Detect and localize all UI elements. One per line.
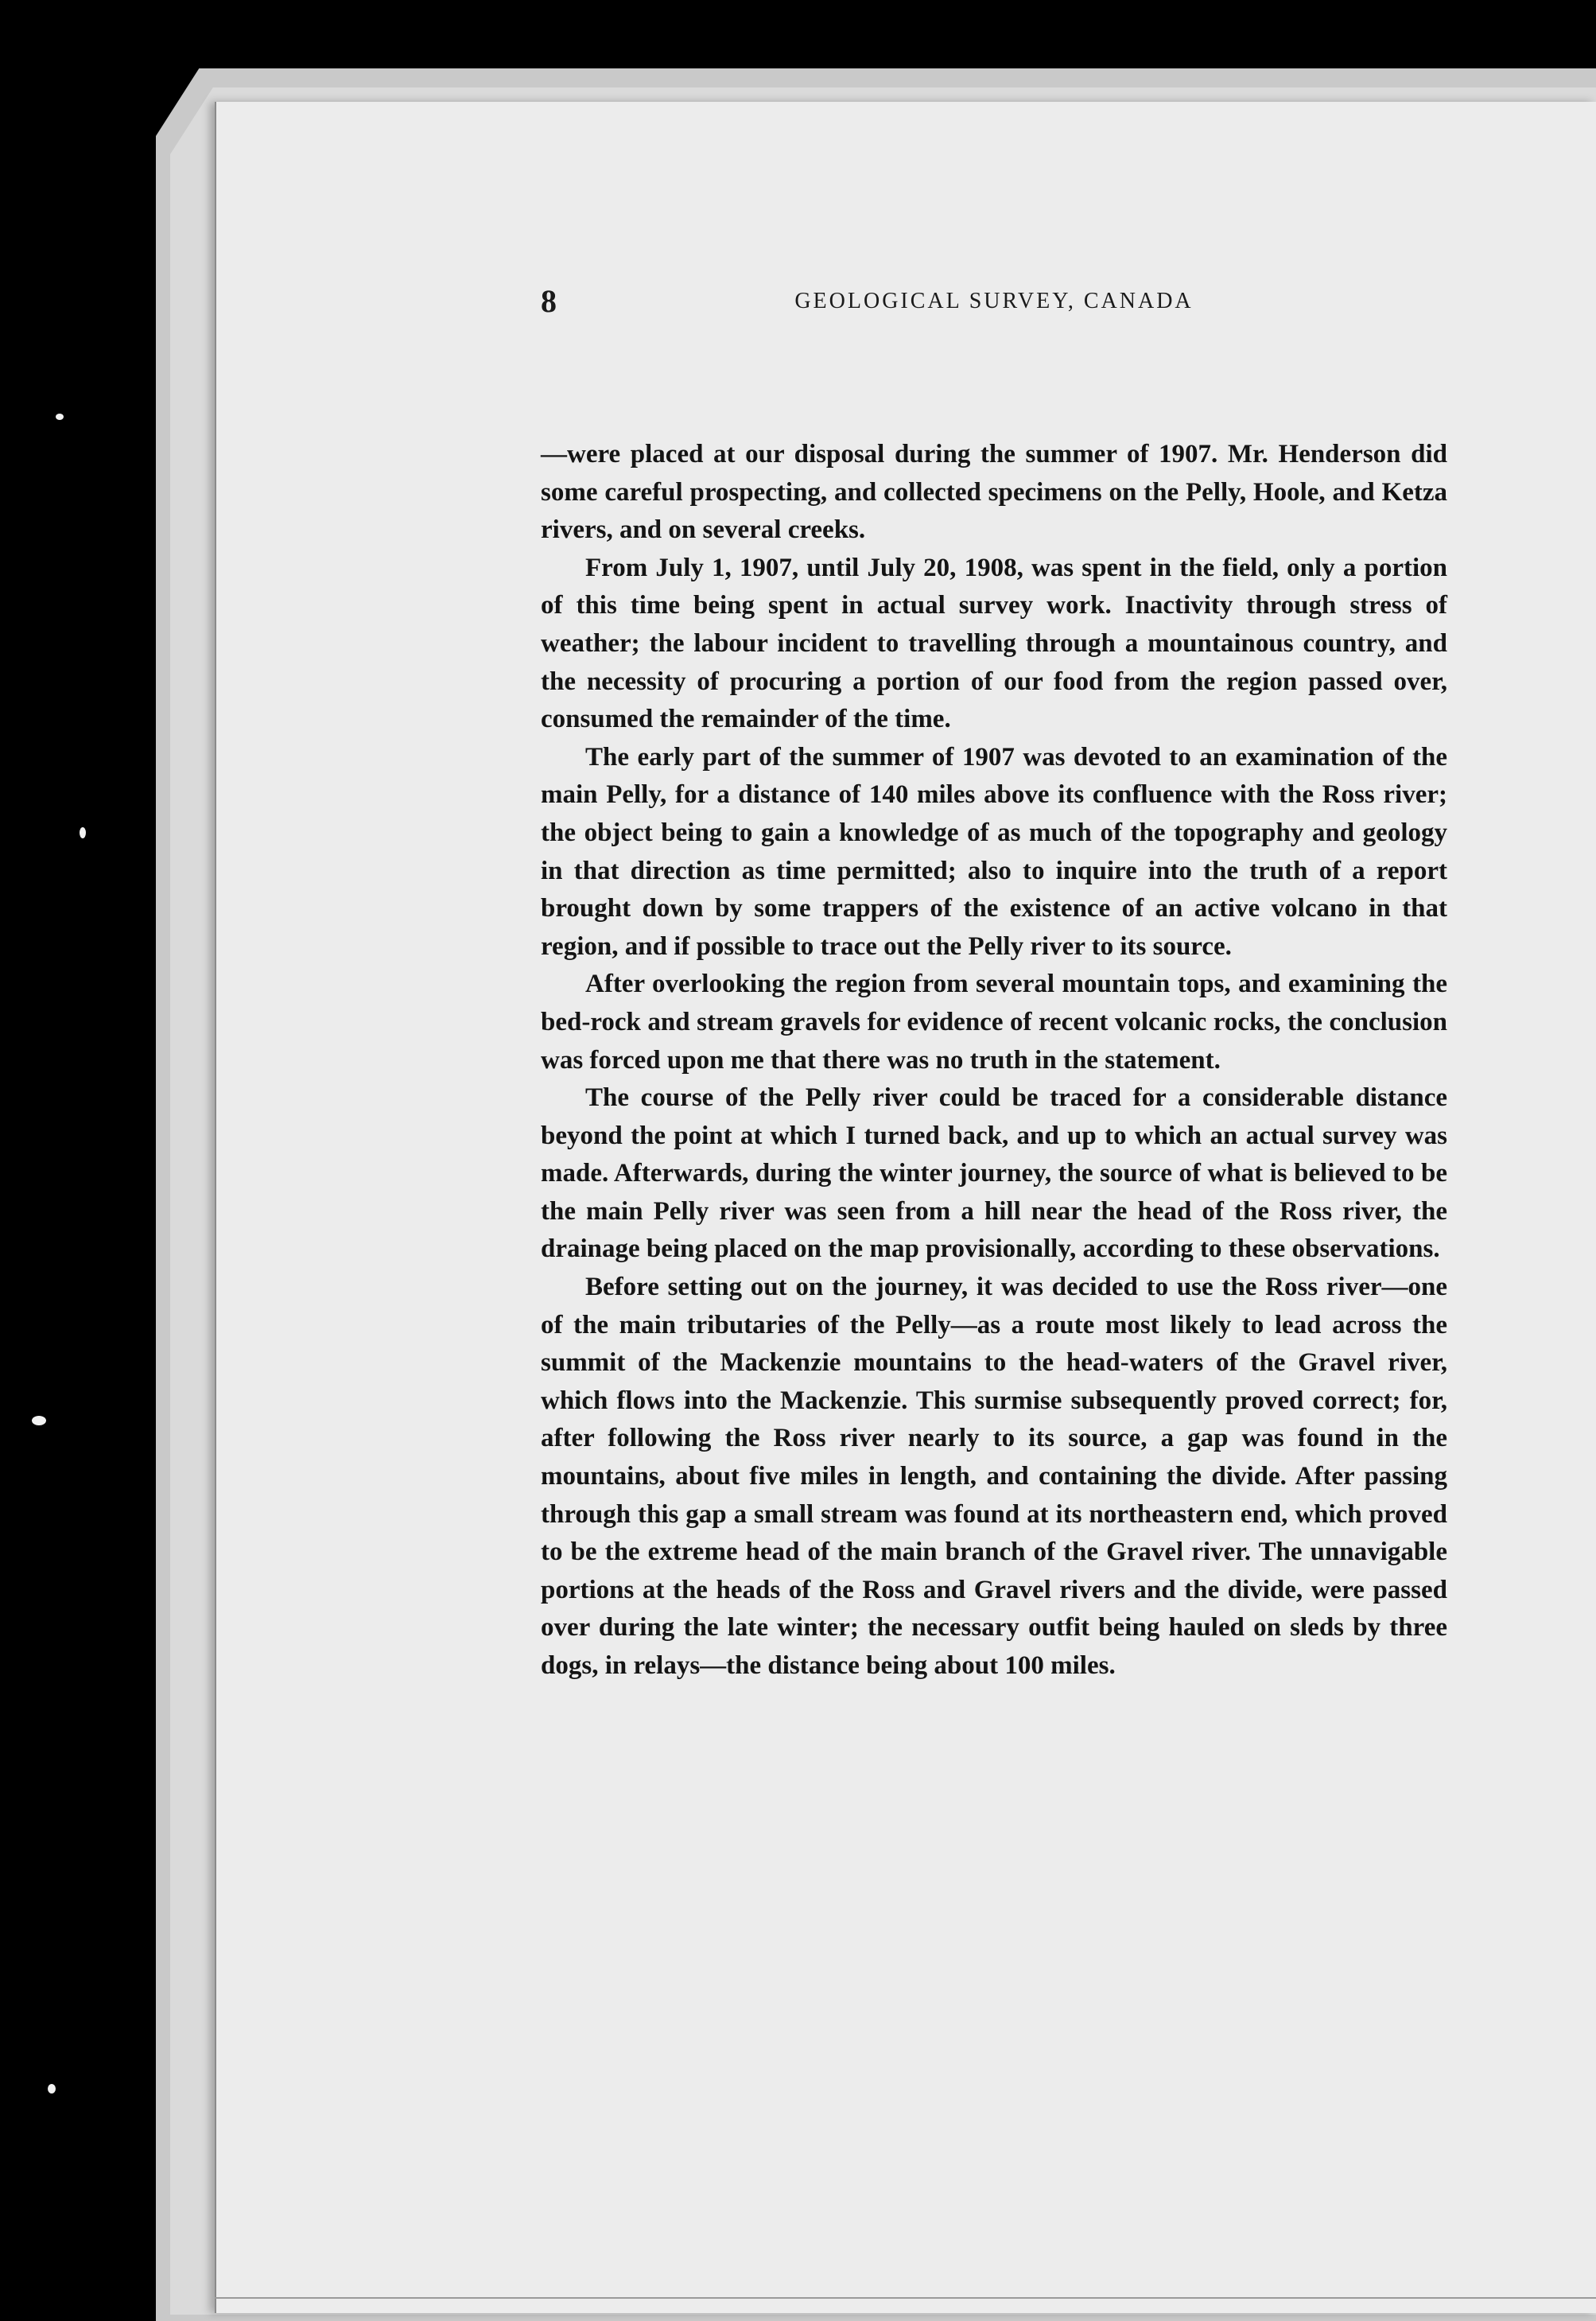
scan-speck: [32, 1416, 46, 1425]
running-head: GEOLOGICAL SURVEY, CANADA: [794, 289, 1194, 313]
paragraph-5: The course of the Pelly river could be traced for a considerable distance beyond the point at which I turned back, and up to which an actual survey was made. Afterwards, during the winter journey, the source of what is believed to be the main Pelly river was seen from a hill near the head of the Ross river, the drainage being placed on the map provisionally, according to these observations.: [541, 1083, 1447, 1264]
scan-speck: [80, 827, 86, 838]
paragraph-3: The early part of the summer of 1907 was devoted to an examination of the main Pelly, for a distance of 140 miles above its confluence with the Ross river; the object being to gain a knowledge of as much of the topography and geology in that direction as time permitted; also to inquire into the truth of a report brought down by some trappers of the existence of an active volcano in that region, and if possible to trace out the Pelly river to its source.: [541, 742, 1447, 961]
paragraph-6: Before setting out on the journey, it was decided to use the Ross river—one of the main tributaries of the Pelly—as a route most likely to lead across the summit of the Mackenzie mountains to the head-waters of the Gravel river, which flows into the Mackenzie. This surmise subsequently proved correct; for, after following the Ross river nearly to its source, a gap was found in the mountains, about five miles in length, and containing the divide. After passing through this gap a small stream was found at its northeastern end, which proved to be the extreme head of the main branch of the Gravel river. The unnavigable portions at the heads of the Ross and Gravel rivers and the divide, were passed over during the late winter; the necessary outfit being hauled on sleds by three dogs, in relays—the distance being about 100 miles.: [541, 1273, 1447, 1680]
page-number: 8: [541, 283, 557, 319]
paragraph-1: —were placed at our disposal during the summer of 1907. Mr. Henderson did some careful prospecting, and collected specimens on the Pelly, Hoole, and Ketza rivers, and on several creeks.: [541, 440, 1447, 545]
paragraph-2: From July 1, 1907, until July 20, 1908, was spent in the field, only a portion of this time being spent in actual survey work. Inactivity through stress of weather; the labour incident to travelling through a mountainous country, and the necessity of procuring a portion of our food from the region passed over, consumed the remainder of the time.: [541, 553, 1447, 734]
paragraph-4: After overlooking the region from several mountain tops, and examining the bed-rock and stream gravels for evidence of recent volcanic rocks, the conclusion was forced upon me that there was no truth in the statement.: [541, 970, 1447, 1075]
scan-speck: [56, 414, 64, 420]
body-text: [541, 436, 1447, 1685]
page-left-edge: [215, 102, 216, 2313]
scan-speck: [48, 2084, 56, 2094]
page-bottom-edge: [215, 2297, 1596, 2299]
